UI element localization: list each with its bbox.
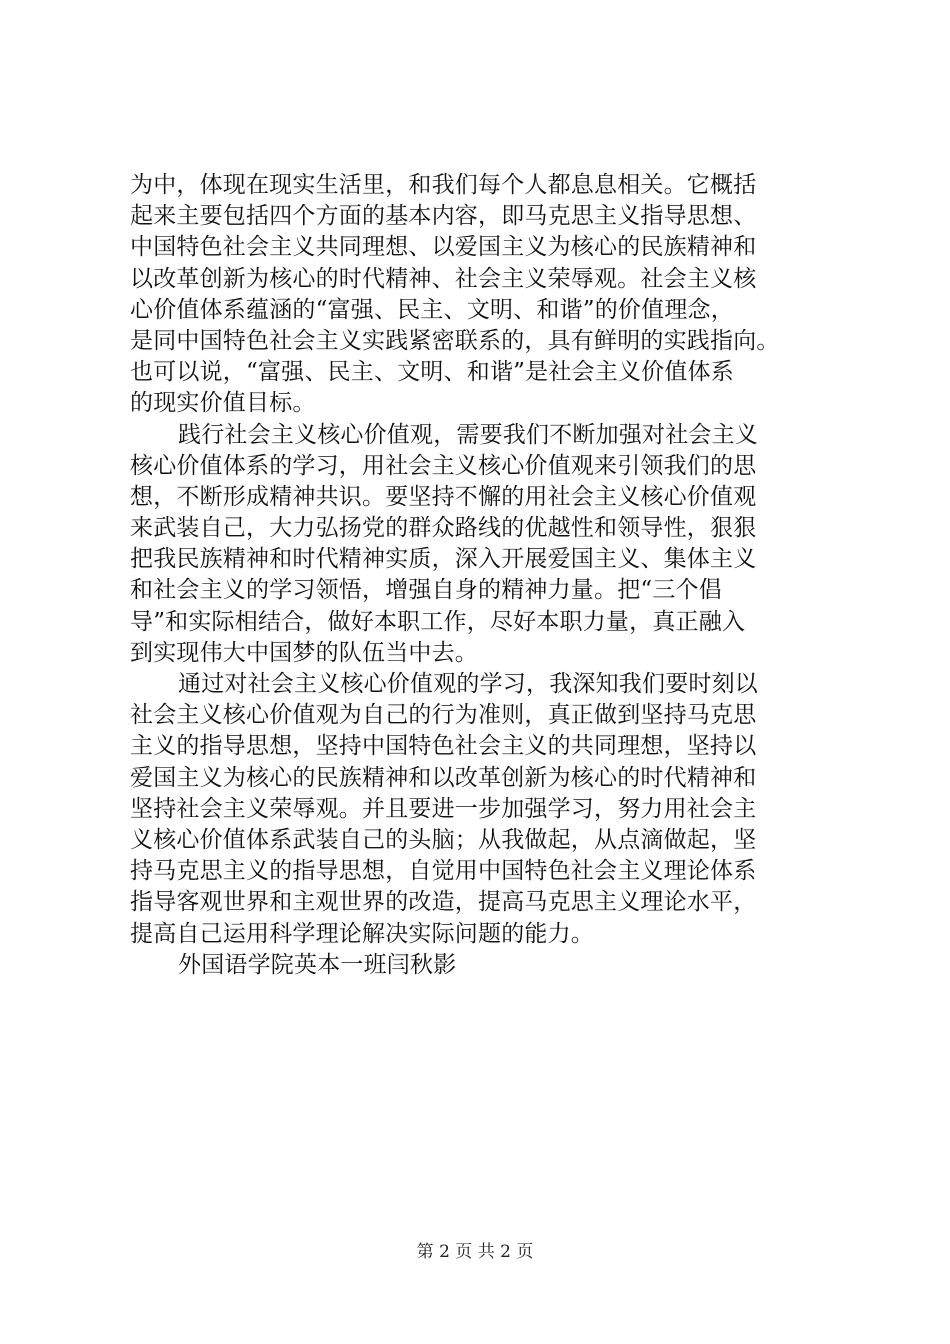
text-line: 提高自己运用科学理论解决实际问题的能力。 bbox=[130, 920, 594, 947]
text-line: 来武装自己，大力弘扬党的群众路线的优越性和领导性，狠狠 bbox=[130, 515, 757, 542]
author-signature: 外国语学院英本一班闫秋影 bbox=[178, 951, 457, 978]
text-line: 和社会主义的学习领悟，增强自身的精神力量。把“三个倡 bbox=[130, 577, 722, 604]
text-line: 义核心价值体系武装自己的头脑；从我做起，从点滴做起，坚 bbox=[130, 826, 757, 853]
text-line: 践行社会主义核心价值观，需要我们不断加强对社会主义 bbox=[178, 421, 758, 448]
text-line: 中国特色社会主义共同理想、以爱国主义为核心的民族精神和 bbox=[130, 234, 757, 261]
text-line: 指导客观世界和主观世界的改造，提高马克思主义理论水平， bbox=[130, 889, 757, 916]
text-line: 是同中国特色社会主义实践紧密联系的，具有鲜明的实践指向。 bbox=[130, 327, 780, 354]
text-line: 坚持社会主义荣辱观。并且要进一步加强学习，努力用社会主 bbox=[130, 795, 757, 822]
paragraph-3 bbox=[130, 669, 830, 950]
text-line: 爱国主义为核心的民族精神和以改革创新为核心的时代精神和 bbox=[130, 764, 757, 791]
document-body bbox=[130, 170, 830, 981]
text-line: 想，不断形成精神共识。要坚持不懈的用社会主义核心价值观 bbox=[130, 483, 757, 510]
text-line: 以改革创新为核心的时代精神、社会主义荣辱观。社会主义核 bbox=[130, 265, 757, 292]
text-line: 社会主义核心价值观为自己的行为准则，真正做到坚持马克思 bbox=[130, 702, 757, 729]
text-line: 主义的指导思想，坚持中国特色社会主义的共同理想，坚持以 bbox=[130, 733, 757, 760]
text-line: 心价值体系蕴涵的“富强、民主、文明、和谐”的价值理念， bbox=[130, 296, 734, 323]
text-line: 持马克思主义的指导思想，自觉用中国特色社会主义理论体系 bbox=[130, 858, 757, 885]
page-number-footer: 第 2 页 共 2 页 bbox=[416, 1242, 534, 1262]
paragraph-1 bbox=[130, 170, 830, 420]
text-line: 也可以说，“富强、民主、文明、和谐”是社会主义价值体系 bbox=[130, 359, 734, 386]
text-line: 起来主要包括四个方面的基本内容，即马克思主义指导思想、 bbox=[130, 203, 757, 230]
text-line: 的现实价值目标。 bbox=[130, 390, 316, 417]
text-line: 为中，体现在现实生活里，和我们每个人都息息相关。它概括 bbox=[130, 172, 757, 198]
paragraph-2 bbox=[130, 420, 830, 670]
text-line: 通过对社会主义核心价值观的学习，我深知我们要时刻以 bbox=[178, 671, 758, 697]
text-line: 到实现伟大中国梦的队伍当中去。 bbox=[130, 639, 478, 666]
text-line: 把我民族精神和时代精神实质，深入开展爱国主义、集体主义 bbox=[130, 546, 757, 573]
text-line: 核心价值体系的学习，用社会主义核心价值观来引领我们的思 bbox=[130, 452, 757, 479]
text-line: 导”和实际相结合，做好本职工作，尽好本职力量，真正融入 bbox=[130, 608, 746, 635]
